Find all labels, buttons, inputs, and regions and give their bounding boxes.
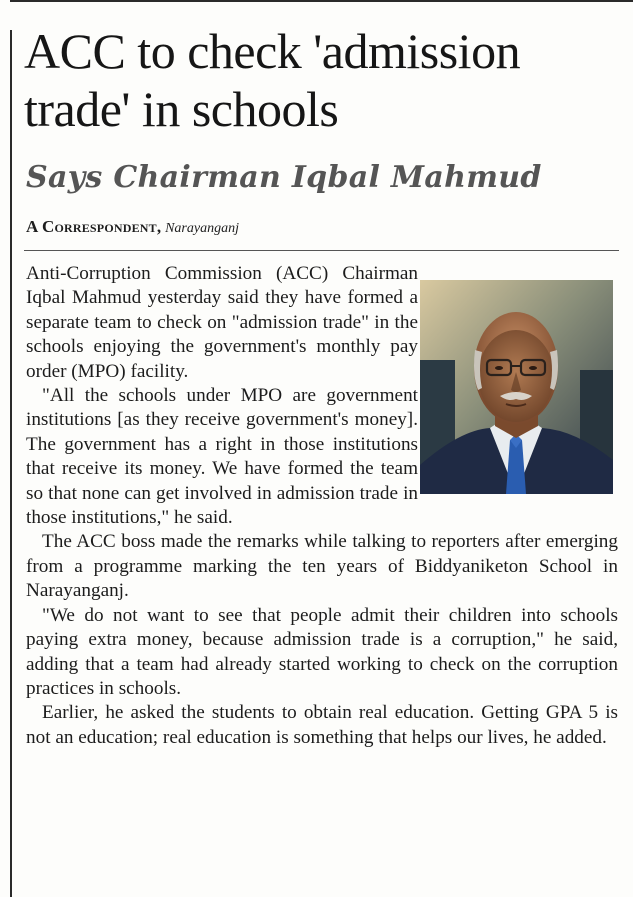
byline-location: Narayanganj bbox=[165, 221, 239, 236]
photo-text-wrap-spacer bbox=[418, 262, 618, 502]
paragraph-2: "All the schools under MPO are government institutions [as they receive government's money]. The government has a right in those institutions that receive its money. We have formed the team so that none can get involved in admission trade in those institutions," he said. bbox=[26, 385, 418, 529]
subheadline: Says Chairman Iqbal Mahmud bbox=[26, 160, 542, 195]
paragraph-1: Anti-Corruption Commission (ACC) Chairman Iqbal Mahmud yesterday said they have formed a separate team to check on "admission trade" in the schools enjoying the government's monthly pay order (MPO) facility. bbox=[26, 263, 418, 382]
paragraph-4: "We do not want to see that people admit their children into schools paying extra money, because admission trade is a corruption," he said, adding that a team had already started working to check on the corruption practices in schools. bbox=[26, 604, 618, 699]
paragraph-5: Earlier, he asked the students to obtain real education. Getting GPA 5 is not an education; real education is something that helps our lives, he added. bbox=[26, 702, 618, 748]
headline: ACC to check 'admission trade' in schools bbox=[24, 23, 521, 137]
paragraph-3: The ACC boss made the remarks while talking to reporters after emerging from a programme marking the ten years of Biddyaniketon School in Narayanganj. bbox=[26, 531, 618, 602]
byline bbox=[26, 217, 239, 239]
top-column-rule bbox=[10, 0, 633, 2]
byline-author: A Correspondent, bbox=[26, 217, 162, 236]
left-column-rule bbox=[10, 30, 12, 897]
byline-divider bbox=[24, 250, 619, 251]
article-body bbox=[26, 262, 618, 750]
